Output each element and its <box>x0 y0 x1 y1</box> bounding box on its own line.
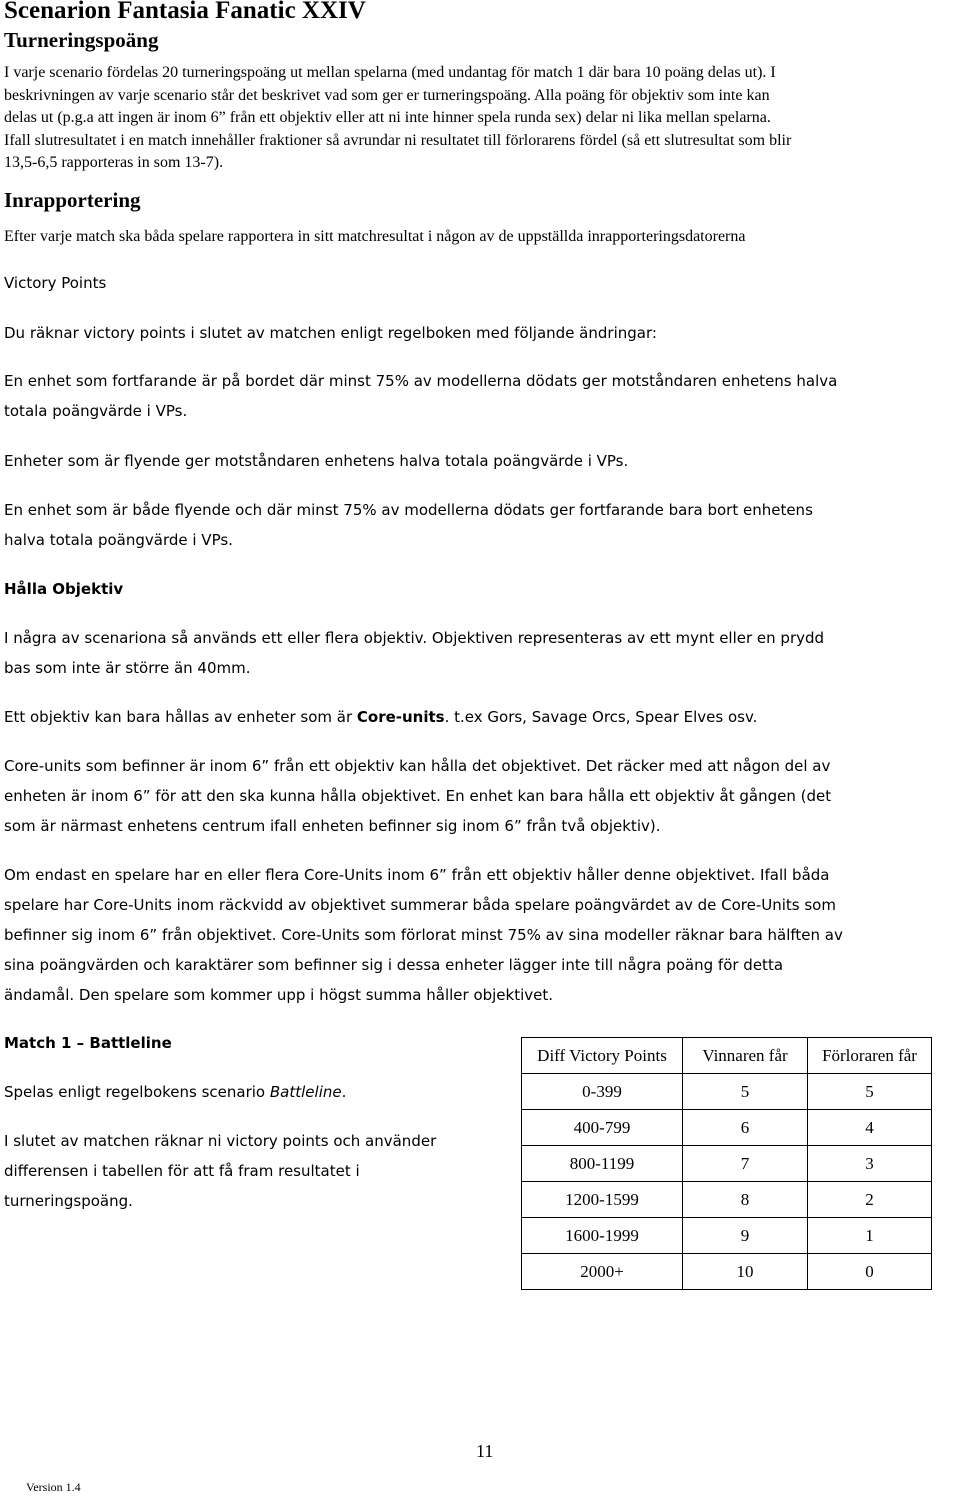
table-cell: 1200-1599 <box>522 1182 683 1218</box>
core-units-term: Core-units <box>356 708 445 726</box>
objectives-text: . t.ex Gors, Savage Orcs, Spear Elves osv. <box>444 708 758 726</box>
match1-scenario-line <box>4 1081 346 1103</box>
intro-line: beskrivningen av varje scenario står det beskrivet vad som ger er turneringspoäng. Alla poäng för objektiv som inte kan <box>4 87 770 104</box>
inrapportering-text: Efter varje match ska båda spelare rapportera in sitt matchresultat i någon av de uppställda inrapporteringsdatorerna <box>4 228 746 245</box>
match1-text: Spelas enligt regelbokens scenario <box>4 1083 270 1101</box>
column-header: Vinnaren får <box>683 1038 808 1074</box>
table-cell: 400-799 <box>522 1110 683 1146</box>
table-cell: 7 <box>683 1146 808 1182</box>
objectives-line: I några av scenariona så används ett eller flera objektiv. Objektiven representeras av ett mynt eller en prydd <box>4 629 825 647</box>
intro-line: Ifall slutresultatet i en match innehåller fraktioner så avrundar ni resultatet till förlorarens fördel (så ett slutresultat som blir <box>4 132 792 149</box>
table-cell: 10 <box>683 1254 808 1290</box>
section-heading-victory-points: Victory Points <box>4 274 107 292</box>
table-row <box>522 1218 932 1254</box>
table-row <box>522 1254 932 1290</box>
table-cell: 9 <box>683 1218 808 1254</box>
vp-result-table <box>521 1037 932 1290</box>
column-header: Diff Victory Points <box>522 1038 683 1074</box>
match1-desc-line: differensen i tabellen för att få fram resultatet i <box>4 1162 360 1180</box>
table-cell: 1 <box>808 1218 932 1254</box>
vp-rule-line: halva totala poängvärde i VPs. <box>4 531 233 549</box>
victory-points-intro: Du räknar victory points i slutet av matchen enligt regelboken med följande ändringar: <box>4 324 657 342</box>
intro-line: delas ut (p.g.a att ingen är inom 6” från ett objektiv eller att ni inte hinner spela runda sex) delar ni lika mellan spelarna. <box>4 109 771 126</box>
table-cell: 8 <box>683 1182 808 1218</box>
section-heading-inrapportering: Inrapportering <box>4 188 141 212</box>
match1-text: . <box>341 1083 347 1101</box>
table-cell: 5 <box>683 1074 808 1110</box>
page-number: 11 <box>476 1441 494 1461</box>
objectives-line: bas som inte är större än 40mm. <box>4 659 251 677</box>
vp-rule-line: Enheter som är flyende ger motståndaren enhetens halva totala poängvärde i VPs. <box>4 452 629 470</box>
table-row <box>522 1146 932 1182</box>
vp-rule-line: totala poängvärde i VPs. <box>4 402 188 420</box>
objectives-line: ändamål. Den spelare som kommer upp i högst summa håller objektivet. <box>4 986 554 1004</box>
vp-rule-line: En enhet som fortfarande är på bordet där minst 75% av modellerna dödats ger motståndaren enhetens halva <box>4 372 838 390</box>
objectives-core-units-line <box>4 706 757 728</box>
intro-line: 13,5-6,5 rapporteras in som 13-7). <box>4 154 224 171</box>
table-cell: 4 <box>808 1110 932 1146</box>
table-cell: 800-1199 <box>522 1146 683 1182</box>
table-cell: 6 <box>683 1110 808 1146</box>
objectives-line: sina poängvärden och karaktärer som befinner sig i dessa enheter lägger inte till några poäng för detta <box>4 956 784 974</box>
match1-desc-line: turneringspoäng. <box>4 1192 133 1210</box>
column-header: Förloraren får <box>808 1038 932 1074</box>
objectives-line: som är närmast enhetens centrum ifall enheten befinner sig inom 6” från två objektiv). <box>4 817 661 835</box>
table-cell: 3 <box>808 1146 932 1182</box>
vp-rule-line: En enhet som är både flyende och där minst 75% av modellerna dödats ger fortfarande bara bort enhetens <box>4 501 813 519</box>
table-cell: 2 <box>808 1182 932 1218</box>
page-title: Scenarion Fantasia Fanatic XXIV <box>4 0 366 24</box>
match1-desc-line: I slutet av matchen räknar ni victory points och använder <box>4 1132 437 1150</box>
table-header-row <box>522 1038 932 1074</box>
table-cell: 5 <box>808 1074 932 1110</box>
objectives-line: Om endast en spelare har en eller flera Core-Units inom 6” från ett objektiv håller denne objektivet. Ifall båda <box>4 866 830 884</box>
version-label: Version 1.4 <box>26 1480 81 1494</box>
objectives-line: befinner sig inom 6” från objektivet. Core-Units som förlorat minst 75% av sina modeller räknar bara hälften av <box>4 926 843 944</box>
table-cell: 2000+ <box>522 1254 683 1290</box>
table-row <box>522 1074 932 1110</box>
objectives-line: spelare har Core-Units inom räckvidd av objektivet summerar båda spelare poängvärdet av de Core-Units som <box>4 896 836 914</box>
table-cell: 0 <box>808 1254 932 1290</box>
table-row <box>522 1110 932 1146</box>
section-heading-objectives: Hålla Objektiv <box>4 580 124 598</box>
section-heading-match1: Match 1 – Battleline <box>4 1034 172 1052</box>
objectives-line: enheten är inom 6” för att den ska kunna hålla objektivet. En enhet kan bara hålla ett objektiv åt gången (det <box>4 787 832 805</box>
table-cell: 0-399 <box>522 1074 683 1110</box>
section-title-turneringspoang: Turneringspoäng <box>4 28 159 52</box>
table-cell: 1600-1999 <box>522 1218 683 1254</box>
intro-line: I varje scenario fördelas 20 turneringspoäng ut mellan spelarna (med undantag för match 1 där bara 10 poäng delas ut). I <box>4 64 776 81</box>
objectives-text: Ett objektiv kan bara hållas av enheter som är <box>4 708 357 726</box>
objectives-line: Core-units som befinner är inom 6” från ett objektiv kan hålla det objektivet. Det räcker med att någon del av <box>4 757 831 775</box>
scenario-name: Battleline <box>269 1083 342 1101</box>
table-row <box>522 1182 932 1218</box>
